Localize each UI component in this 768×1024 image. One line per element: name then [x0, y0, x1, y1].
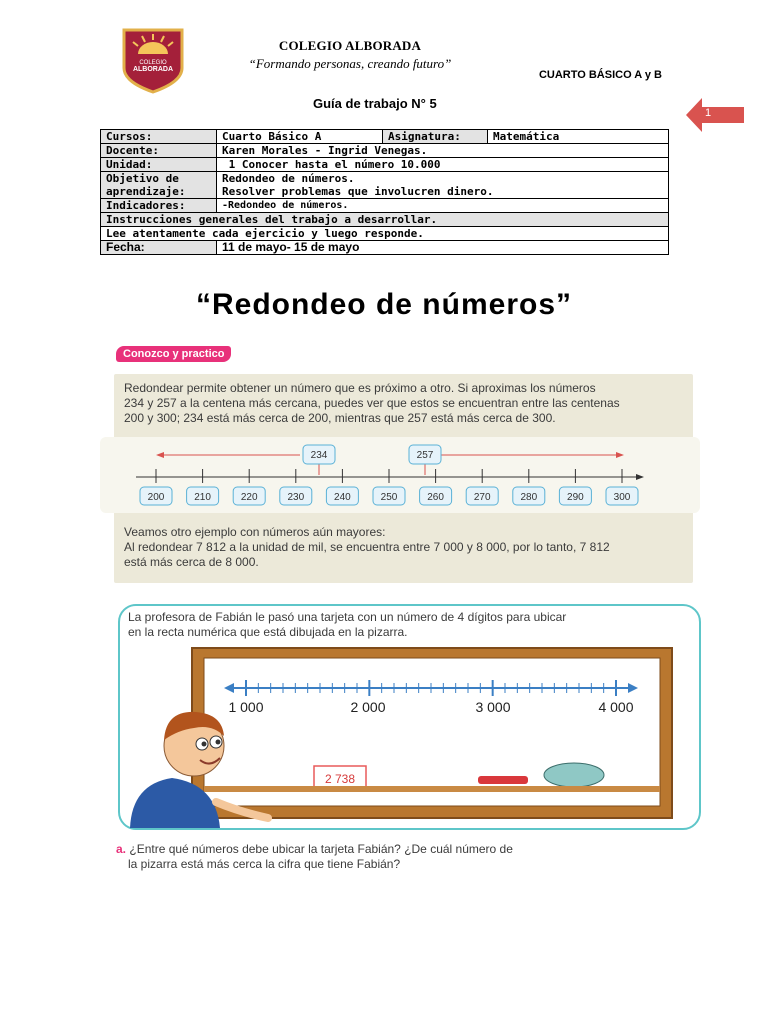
objetivo-value-line-1: Redondeo de números. — [222, 172, 355, 185]
number-label-200: 200 — [147, 492, 165, 503]
number-label-260: 260 — [427, 492, 444, 503]
question-a — [116, 842, 696, 872]
marker-257 — [409, 445, 441, 464]
svg-text:257: 257 — [416, 450, 434, 461]
number-line-ticks — [140, 469, 638, 505]
fecha-label: Fecha: — [101, 241, 217, 255]
number-label-290: 290 — [567, 492, 584, 503]
number-label-210: 210 — [194, 492, 211, 503]
chalkboard-illustration — [120, 606, 699, 828]
arrow-left-icon — [686, 98, 744, 132]
objetivo-label-line-1: Objetivo de — [106, 172, 179, 185]
question-line-2: la pizarra está más cerca la cifra que tiene Fabián? — [128, 857, 401, 871]
number-label-280: 280 — [520, 492, 538, 503]
page-number: 1 — [705, 107, 712, 119]
intro-line-1: Redondear permite obtener un número que es próximo a otro. Si aproximas los números — [124, 381, 596, 395]
chalk-icon — [478, 776, 528, 784]
lesson-panel — [114, 374, 693, 583]
svg-text:ALBORADA: ALBORADA — [132, 66, 174, 73]
question-letter: a. — [116, 842, 127, 856]
example-line-2: Al redondear 7 812 a la unidad de mil, se encuentra entre 7 000 y 8 000, por lo tanto, 7 812 — [124, 540, 610, 554]
board-label-4000: 4 000 — [598, 699, 634, 715]
number-label-270: 270 — [473, 492, 491, 503]
cursos-value: Cuarto Básico A — [217, 130, 383, 144]
arrow-left-red-icon — [156, 452, 164, 458]
arrow-right-red-icon — [616, 452, 624, 458]
board-label-1000: 1 000 — [228, 699, 264, 715]
lee-row: Lee atentamente cada ejercicio y luego responde. — [101, 227, 669, 241]
guide-title: Guía de trabajo N° 5 — [313, 96, 437, 111]
indicadores-label: Indicadores: — [101, 199, 217, 213]
unidad-value: 1 Conocer hasta el número 10.000 — [217, 158, 669, 172]
marker-234 — [303, 445, 335, 464]
number-line-svg — [100, 437, 700, 513]
objetivo-value-line-2: Resolver problemas que involucren dinero. — [222, 185, 494, 198]
school-heading — [220, 38, 480, 72]
number-label-250: 250 — [380, 492, 398, 503]
objetivo-label — [101, 172, 217, 199]
asignatura-label: Asignatura: — [383, 130, 488, 144]
question-line-1: ¿Entre qué números debe ubicar la tarjeta Fabián? ¿De cuál número de — [129, 842, 513, 856]
number-label-240: 240 — [334, 492, 351, 503]
intro-line-3: 200 y 300; 234 está más cerca de 200, mientras que 257 está más cerca de 300. — [124, 411, 556, 425]
unidad-label: Unidad: — [101, 158, 217, 172]
eraser-icon — [544, 763, 604, 787]
info-table — [100, 129, 669, 255]
school-motto: “Formando personas, creando futuro” — [248, 56, 452, 71]
example-line-1: Veamos otro ejemplo con números aún mayores: — [124, 525, 386, 539]
school-name: COLEGIO ALBORADA — [278, 38, 422, 53]
school-logo — [118, 24, 188, 94]
asignatura-value: Matemática — [488, 130, 669, 144]
docente-value: Karen Morales - Ingrid Venegas. — [217, 144, 669, 158]
number-line-figure — [100, 437, 700, 513]
fecha-value: 11 de mayo- 15 de mayo — [217, 241, 669, 255]
indicadores-value: -Redondeo de números. — [217, 199, 669, 213]
objetivo-value — [217, 172, 669, 199]
svg-text:COLEGIO: COLEGIO — [139, 60, 167, 66]
board-intro-line-2: en la recta numérica que está dibujada en la pizarra. — [128, 625, 408, 639]
instrucciones-row: Instrucciones generales del trabajo a desarrollar. — [101, 213, 669, 227]
board-label-2000: 2 000 — [350, 699, 386, 715]
example-line-3: está más cerca de 8 000. — [124, 555, 259, 569]
page-back-arrow-button[interactable] — [686, 98, 744, 132]
chalkboard-card — [118, 604, 701, 830]
board-label-3000: 3 000 — [475, 699, 511, 715]
number-label-230: 230 — [287, 492, 305, 503]
cursos-label: Cursos: — [101, 130, 217, 144]
svg-text:234: 234 — [310, 450, 328, 461]
section-tag: Conozco y practico — [116, 346, 231, 362]
board-intro-line-1: La profesora de Fabián le pasó una tarjeta con un número de 4 dígitos para ubicar — [128, 610, 567, 624]
intro-line-2: 234 y 257 a la centena más cercana, puedes ver que estos se encuentran entre las centenas — [124, 396, 620, 410]
axis-arrow-icon — [636, 474, 644, 480]
grade-label: CUARTO BÁSICO A y B — [538, 69, 662, 81]
svg-text:2 738: 2 738 — [324, 772, 356, 786]
docente-label: Docente: — [101, 144, 217, 158]
number-label-300: 300 — [613, 492, 631, 503]
page-title: “Redondeo de números” — [195, 288, 573, 321]
number-label-220: 220 — [240, 492, 258, 503]
objetivo-label-line-2: aprendizaje: — [106, 185, 186, 198]
